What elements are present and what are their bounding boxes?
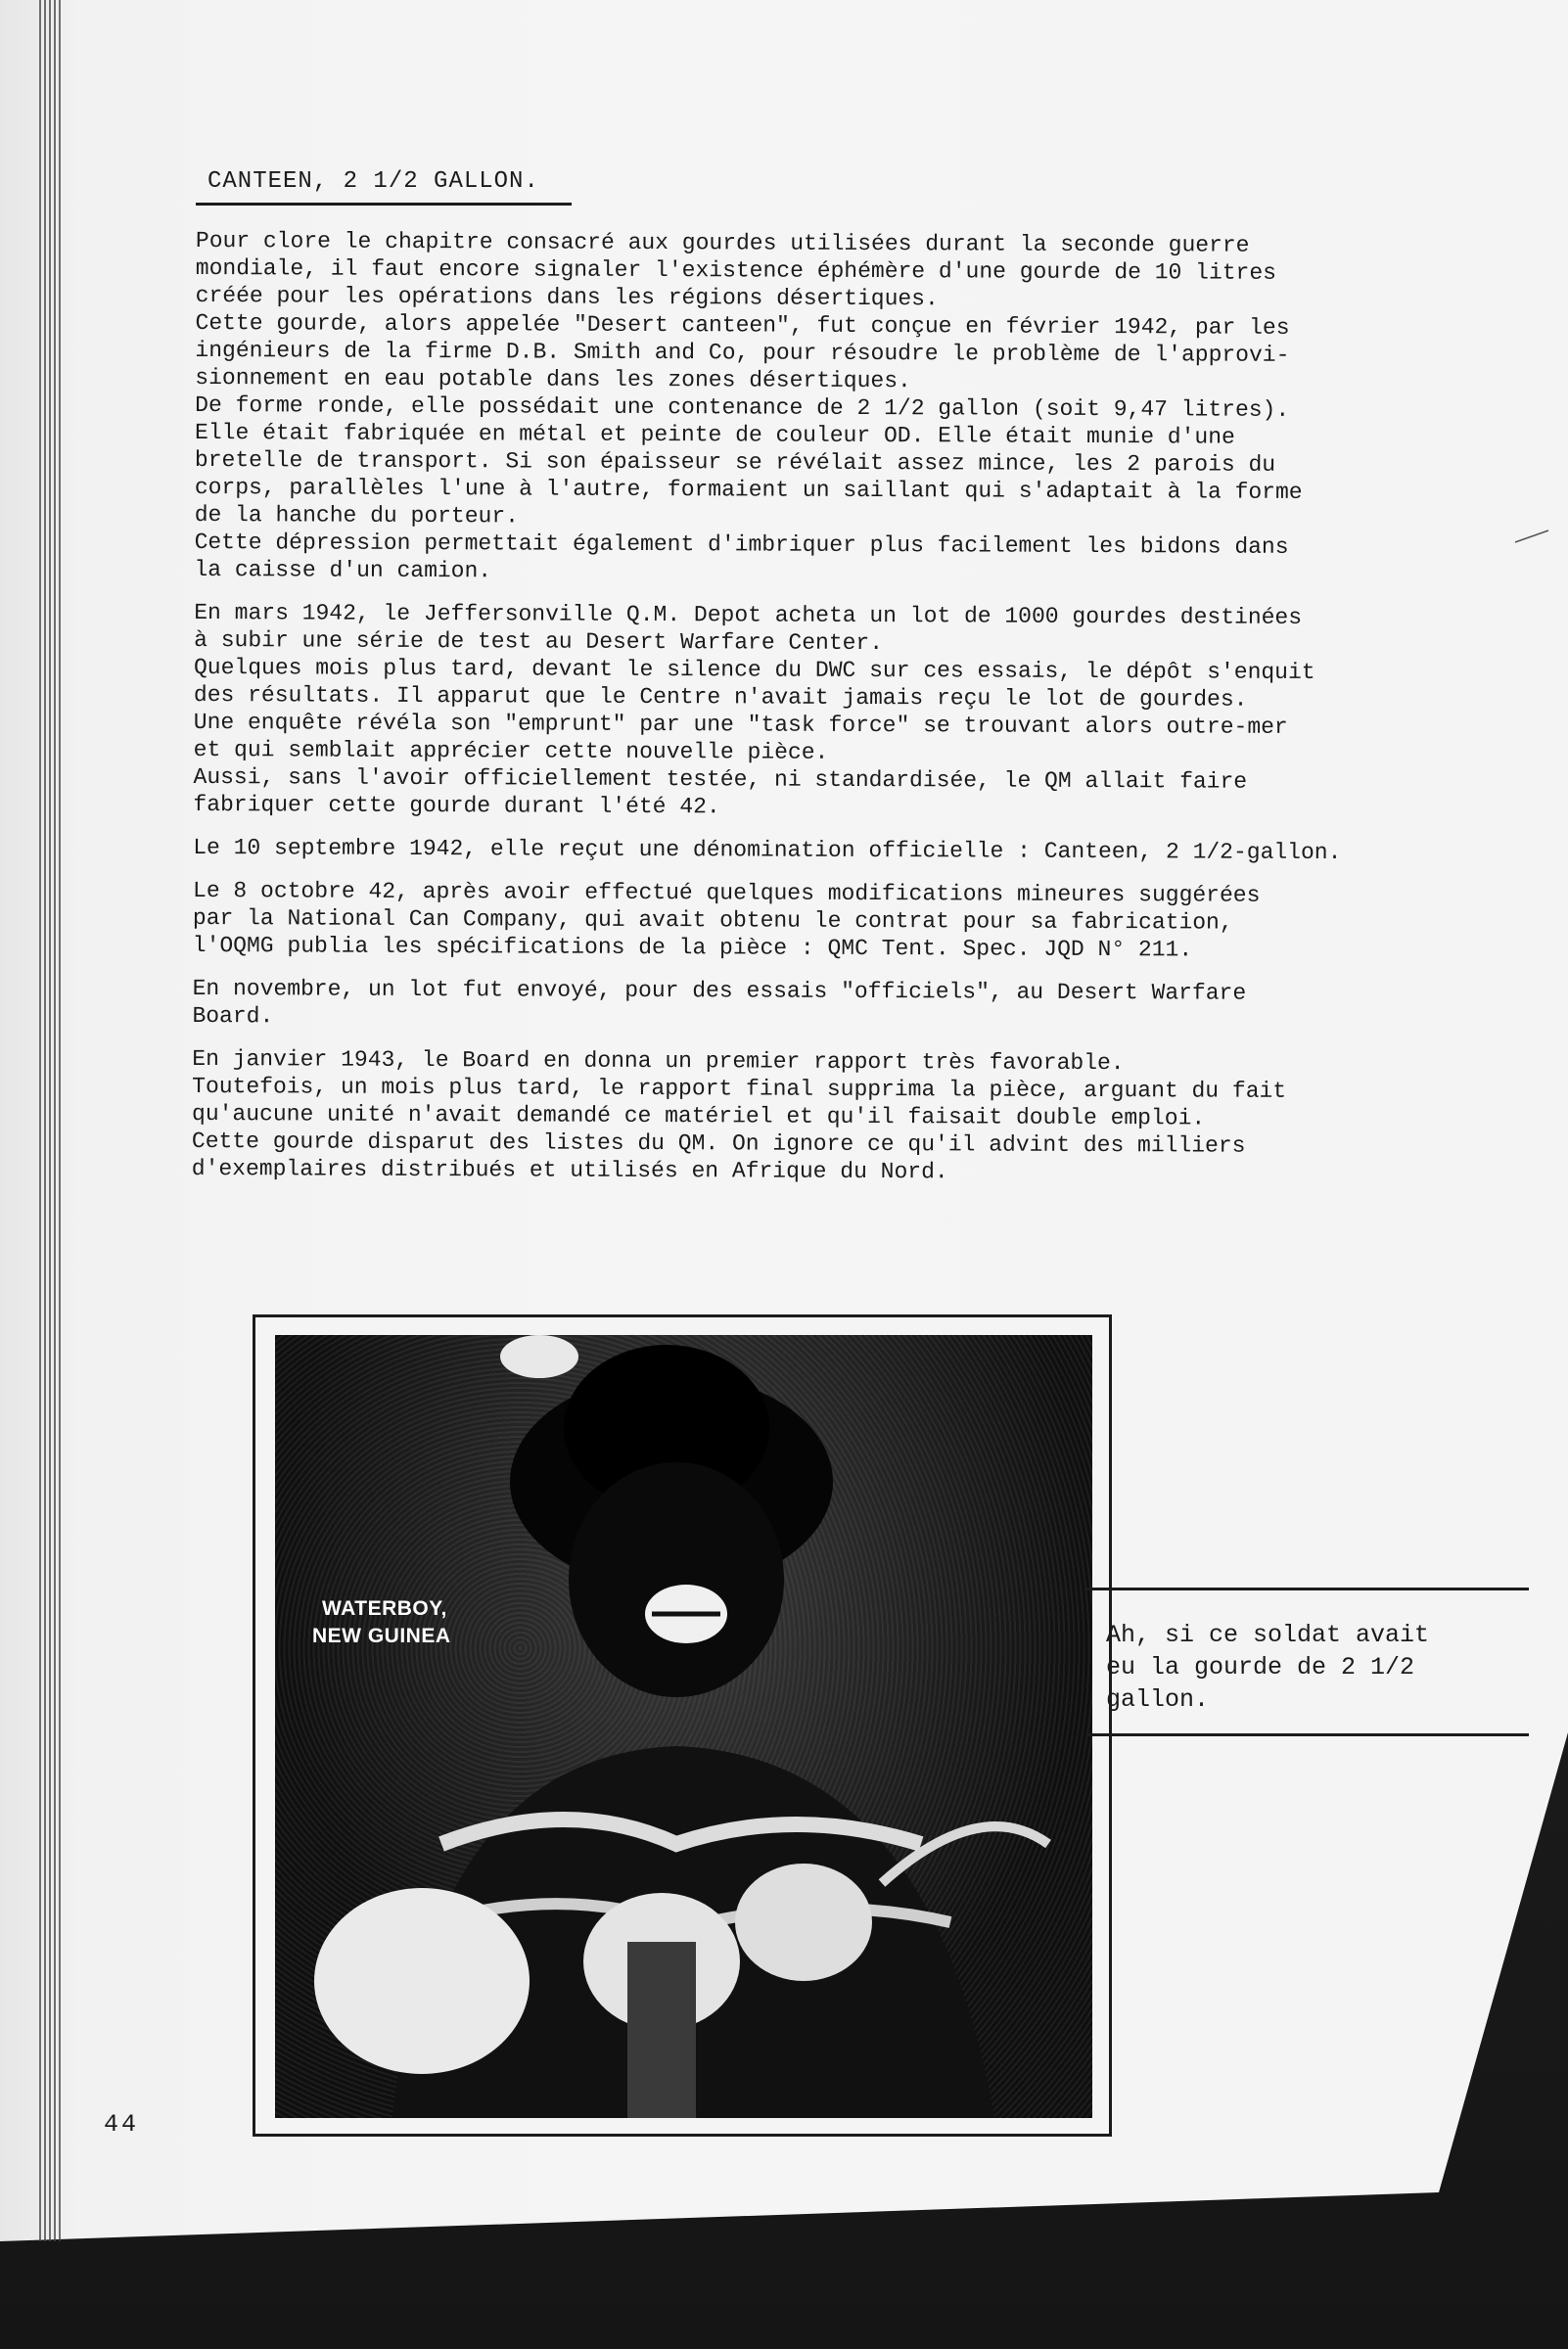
text-line: En novembre, un lot fut envoyé, pour des essais "officiels", au Desert Warfare <box>192 975 1247 1006</box>
text-line: Elle était fabriquée en métal et peinte de couleur OD. Elle était munie d'une <box>195 419 1235 450</box>
page-number: 44 <box>104 2110 140 2139</box>
text-line: de la hanche du porteur. <box>194 501 520 530</box>
face <box>569 1462 784 1697</box>
text-line: à subir une série de test au Desert Warfare Center. <box>194 626 884 657</box>
body-text <box>192 227 1468 1204</box>
text-line: corps, parallèles l'une à l'autre, formaient un saillant qui s'adaptait à la forme <box>194 474 1303 505</box>
canteen-neck <box>627 1942 696 2118</box>
text-line: Board. <box>192 1002 274 1030</box>
text-line: des résultats. Il apparut que le Centre n'avait jamais reçu le lot de gourdes. <box>193 681 1248 713</box>
paragraph-5 <box>192 975 1464 1036</box>
text-line: Aussi, sans l'avoir officiellement testée, ni standardisée, le QM allait faire <box>193 763 1248 795</box>
pen-stroke-mark <box>1513 527 1552 546</box>
text-line: et qui semblait apprécier cette nouvelle pièce. <box>193 736 829 765</box>
text-line: Pour clore le chapitre consacré aux gourdes utilisées durant la seconde guerre <box>195 227 1250 258</box>
text-line: Le 10 septembre 1942, elle reçut une dénomination officielle : Canteen, 2 1/2-gallon. <box>193 834 1342 866</box>
soldier-illustration <box>275 1335 1092 2118</box>
paragraph-2 <box>193 599 1466 824</box>
text-line: En janvier 1943, le Board en donna un premier rapport très favorable. <box>192 1045 1125 1077</box>
page-title: CANTEEN, 2 1/2 GALLON. <box>208 168 539 195</box>
text-line: En mars 1942, le Jeffersonville Q.M. Depot acheta un lot de 1000 gourdes destinées <box>194 599 1303 630</box>
text-line: Cette gourde disparut des listes du QM. On ignore ce qu'il advint des milliers <box>191 1128 1246 1159</box>
canteen-right <box>735 1864 872 1981</box>
text-line: De forme ronde, elle possédait une contenance de 2 1/2 gallon (soit 9,47 litres). <box>195 392 1290 423</box>
paragraph-4 <box>193 877 1465 965</box>
text-line: qu'aucune unité n'avait demandé ce matériel et qu'il faisait double emploi. <box>191 1100 1206 1131</box>
paragraph-1 <box>194 227 1468 589</box>
callout-line: gallon. <box>1106 1685 1210 1714</box>
text-line: bretelle de transport. Si son épaisseur se révélait assez mince, les 2 parois du <box>194 446 1276 478</box>
text-line: Cette dépression permettait également d'imbriquer plus facilement les bidons dans <box>194 529 1289 560</box>
text-line: ingénieurs de la firme D.B. Smith and Co, pour résoudre le problème de l'approvi- <box>195 337 1290 368</box>
text-line: la caisse d'un camion. <box>194 556 492 584</box>
binding-edge <box>39 0 63 2241</box>
text-line: par la National Can Company, qui avait obtenu le contrat pour sa fabrication, <box>192 904 1233 936</box>
text-line: Toutefois, un mois plus tard, le rapport final supprima la pièce, arguant du fait <box>192 1073 1287 1104</box>
title-underline <box>196 203 572 206</box>
text-line: mondiale, il faut encore signaler l'existence éphémère d'une gourde de 10 litres <box>195 254 1277 286</box>
photo-caption-line-2: NEW GUINEA <box>312 1625 451 1647</box>
callout-line: eu la gourde de 2 1/2 <box>1106 1653 1415 1681</box>
text-line: Le 8 octobre 42, après avoir effectué quelques modifications mineures suggérées <box>192 877 1261 908</box>
text-line: d'exemplaires distribués et utilisés en Afrique du Nord. <box>191 1155 948 1185</box>
text-line: fabriquer cette gourde durant l'été 42. <box>193 791 720 820</box>
paragraph-6 <box>192 1045 1465 1188</box>
soldier-photo <box>275 1335 1092 2118</box>
text-line: Une enquête révéla son "emprunt" par une "task force" se trouvant alors outre-mer <box>193 709 1288 740</box>
text-line: l'OQMG publia les spécifications de la pièce : QMC Tent. Spec. JQD N° 211. <box>192 932 1193 963</box>
text-line: Cette gourde, alors appelée "Desert canteen", fut conçue en février 1942, par les <box>195 309 1290 341</box>
photo-caption-line-1: WATERBOY, <box>322 1597 447 1620</box>
callout-text <box>1106 1619 1498 1716</box>
photo-frame <box>253 1314 1112 2137</box>
text-line: créée pour les opérations dans les régions désertiques. <box>195 282 939 312</box>
text-line: Quelques mois plus tard, devant le silence du DWC sur ces essais, le dépôt s'enquit <box>193 654 1315 685</box>
canteen-left <box>314 1888 530 2074</box>
callout-line: Ah, si ce soldat avait <box>1106 1621 1430 1649</box>
text-line: sionnement en eau potable dans les zones désertiques. <box>195 364 911 394</box>
insignia-emblem <box>500 1335 578 1378</box>
paragraph-3 <box>193 834 1465 867</box>
